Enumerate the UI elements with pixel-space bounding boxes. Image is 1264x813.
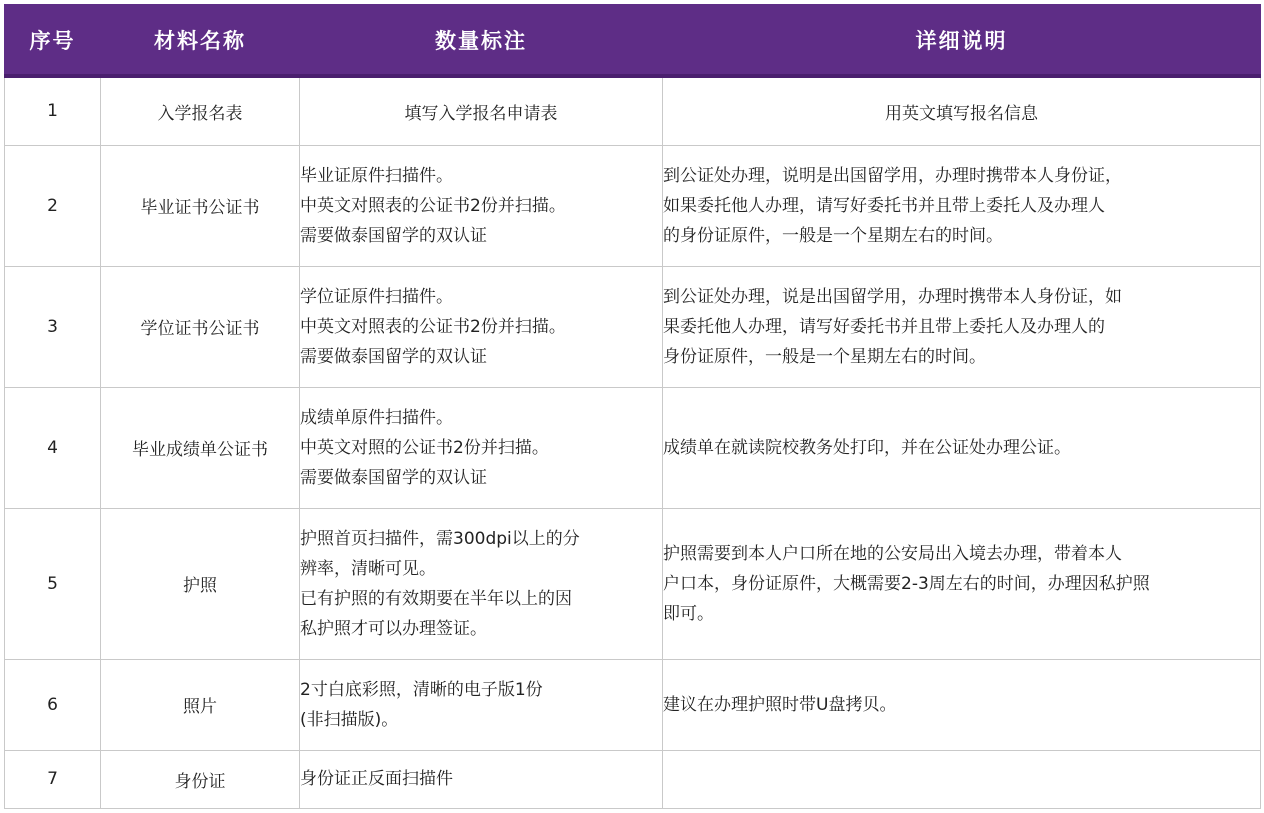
quantity-line: 2寸白底彩照，清晰的电子版1份 <box>300 679 543 700</box>
quantity-line: 中英文对照表的公证书2份并扫描。 <box>300 195 566 216</box>
table-row <box>5 508 1261 659</box>
cell-no: 5 <box>5 508 101 659</box>
cell-quantity-note <box>300 508 663 659</box>
quantity-line: 护照首页扫描件，需300dpi以上的分 <box>300 528 580 549</box>
table-row <box>5 750 1261 808</box>
cell-no: 3 <box>5 266 101 387</box>
cell-detail <box>663 659 1261 750</box>
header-detail: 详细说明 <box>663 5 1261 77</box>
detail-line: 果委托他人办理，请写好委托书并且带上委托人及办理人的 <box>663 316 1105 337</box>
quantity-line: 需要做泰国留学的双认证 <box>300 225 487 246</box>
detail-line: 即可。 <box>663 603 714 624</box>
quantity-line: 身份证正反面扫描件 <box>300 769 453 789</box>
cell-material-name: 入学报名表 <box>101 76 300 145</box>
cell-detail <box>663 76 1261 145</box>
cell-quantity-note <box>300 145 663 266</box>
cell-material-name: 身份证 <box>101 750 300 808</box>
materials-table <box>4 4 1261 809</box>
detail-line: 身份证原件，一般是一个星期左右的时间。 <box>663 346 986 367</box>
cell-material-name: 学位证书公证书 <box>101 266 300 387</box>
cell-no: 2 <box>5 145 101 266</box>
header-no: 序号 <box>5 5 101 77</box>
cell-material-name: 毕业证书公证书 <box>101 145 300 266</box>
detail-line: 到公证处办理，说明是出国留学用，办理时携带本人身份证， <box>663 165 1122 186</box>
quantity-line: 辨率，清晰可见。 <box>300 558 436 579</box>
cell-quantity-note <box>300 266 663 387</box>
cell-no: 6 <box>5 659 101 750</box>
detail-line: 户口本，身份证原件，大概需要2-3周左右的时间，办理因私护照 <box>663 573 1150 594</box>
cell-material-name: 照片 <box>101 659 300 750</box>
table-row <box>5 266 1261 387</box>
header-row <box>5 5 1261 77</box>
cell-quantity-note <box>300 76 663 145</box>
cell-detail <box>663 266 1261 387</box>
detail-line: 用英文填写报名信息 <box>885 103 1038 124</box>
detail-line: 如果委托他人办理，请写好委托书并且带上委托人及办理人 <box>663 195 1105 216</box>
quantity-line: 私护照才可以办理签证。 <box>300 618 487 639</box>
cell-quantity-note <box>300 387 663 508</box>
quantity-line: 需要做泰国留学的双认证 <box>300 346 487 367</box>
table-row <box>5 145 1261 266</box>
quantity-line: 毕业证原件扫描件。 <box>300 165 453 186</box>
cell-quantity-note <box>300 659 663 750</box>
quantity-line: (非扫描版)。 <box>300 709 399 730</box>
header-name: 材料名称 <box>101 5 300 77</box>
cell-material-name: 毕业成绩单公证书 <box>101 387 300 508</box>
quantity-line: 填写入学报名申请表 <box>404 103 558 124</box>
quantity-line: 中英文对照的公证书2份并扫描。 <box>300 437 549 458</box>
cell-no: 1 <box>5 76 101 145</box>
cell-material-name: 护照 <box>101 508 300 659</box>
detail-line: 建议在办理护照时带U盘拷贝。 <box>663 694 897 715</box>
detail-line: 护照需要到本人户口所在地的公安局出入境去办理，带着本人 <box>663 543 1122 564</box>
header-qty: 数量标注 <box>300 5 663 77</box>
table-row <box>5 387 1261 508</box>
detail-line: 的身份证原件，一般是一个星期左右的时间。 <box>663 225 1003 246</box>
quantity-line: 学位证原件扫描件。 <box>300 286 453 307</box>
cell-detail <box>663 750 1261 808</box>
table-row <box>5 76 1261 145</box>
quantity-line: 已有护照的有效期要在半年以上的因 <box>300 588 572 609</box>
detail-line: 到公证处办理，说是出国留学用，办理时携带本人身份证，如 <box>663 286 1122 307</box>
detail-line: 成绩单在就读院校教务处打印，并在公证处办理公证。 <box>663 437 1071 458</box>
cell-detail <box>663 387 1261 508</box>
quantity-line: 需要做泰国留学的双认证 <box>300 467 487 488</box>
cell-detail <box>663 508 1261 659</box>
table-row <box>5 659 1261 750</box>
quantity-line: 中英文对照表的公证书2份并扫描。 <box>300 316 566 337</box>
cell-no: 4 <box>5 387 101 508</box>
cell-no: 7 <box>5 750 101 808</box>
cell-detail <box>663 145 1261 266</box>
cell-quantity-note <box>300 750 663 808</box>
quantity-line: 成绩单原件扫描件。 <box>300 407 453 428</box>
